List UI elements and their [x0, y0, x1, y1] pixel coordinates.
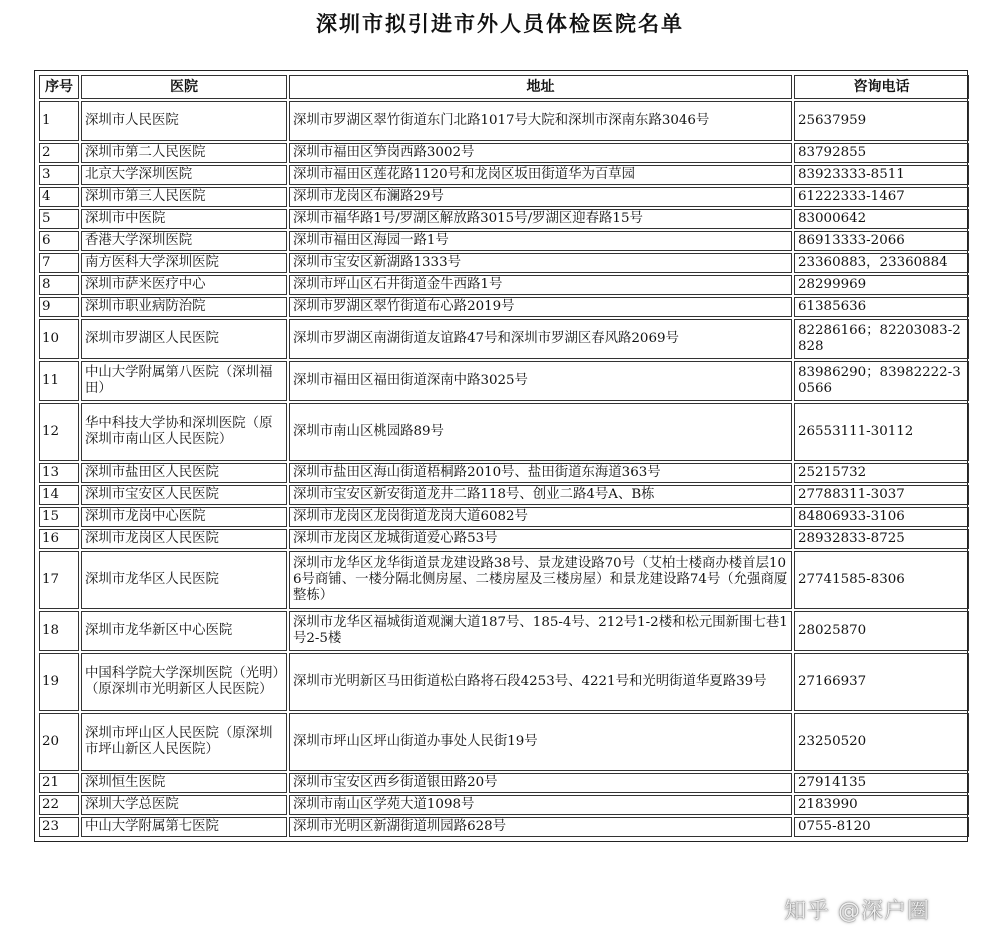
phone-cell: 83986290；83982222-30566 [794, 361, 969, 401]
phone-cell: 23360883，23360884 [794, 253, 969, 273]
phone-cell: 27166937 [794, 653, 969, 711]
address-cell: 深圳市龙华区福城街道观澜大道187号、185-4号、212号1-2楼和松元围新围七巷1号2-5楼 [289, 611, 792, 651]
row-number-cell: 5 [39, 209, 79, 229]
address-cell: 深圳市宝安区西乡街道银田路20号 [289, 773, 792, 793]
table-body [39, 101, 969, 837]
row-number-cell: 17 [39, 551, 79, 609]
address-cell: 深圳市龙华区龙华街道景龙建设路38号、景龙建设路70号（艾柏士楼商办楼首层106号商铺、一楼分隔北侧房屋、二楼房屋及三楼房屋）和景龙建设路74号（允强商厦整栋） [289, 551, 792, 609]
address-cell: 深圳市盐田区海山街道梧桐路2010号、盐田街道东海道363号 [289, 463, 792, 483]
hospital-name-cell: 中山大学附属第八医院（深圳福田） [81, 361, 287, 401]
address-cell: 深圳市福田区莲花路1120号和龙岗区坂田街道华为百草园 [289, 165, 792, 185]
address-cell: 深圳市罗湖区翠竹街道东门北路1017号大院和深圳市深南东路3046号 [289, 101, 792, 141]
table-row [39, 231, 969, 251]
row-number-cell: 10 [39, 319, 79, 359]
hospital-name-cell: 深圳市盐田区人民医院 [81, 463, 287, 483]
hospital-name-cell: 深圳市人民医院 [81, 101, 287, 141]
row-number-cell: 20 [39, 713, 79, 771]
phone-cell: 83792855 [794, 143, 969, 163]
row-number-cell: 2 [39, 143, 79, 163]
hospital-name-cell: 深圳大学总医院 [81, 795, 287, 815]
row-number-cell: 21 [39, 773, 79, 793]
address-cell: 深圳市罗湖区翠竹街道布心路2019号 [289, 297, 792, 317]
hospital-name-cell: 深圳市龙华新区中心医院 [81, 611, 287, 651]
phone-cell: 84806933-3106 [794, 507, 969, 527]
table-row [39, 209, 969, 229]
address-cell: 深圳市光明新区马田街道松白路将石段4253号、4221号和光明街道华夏路39号 [289, 653, 792, 711]
row-number-cell: 4 [39, 187, 79, 207]
address-cell: 深圳市龙岗区布澜路29号 [289, 187, 792, 207]
hospital-name-cell: 深圳市第三人民医院 [81, 187, 287, 207]
column-header-hospital: 医院 [81, 75, 287, 99]
address-cell: 深圳市光明区新湖街道圳园路628号 [289, 817, 792, 837]
row-number-cell: 15 [39, 507, 79, 527]
address-cell: 深圳市龙岗区龙城街道爱心路53号 [289, 529, 792, 549]
hospital-name-cell: 华中科技大学协和深圳医院（原深圳市南山区人民医院） [81, 403, 287, 461]
phone-cell: 28299969 [794, 275, 969, 295]
table-row [39, 143, 969, 163]
row-number-cell: 9 [39, 297, 79, 317]
address-cell: 深圳市宝安区新安街道龙井二路118号、创业二路4号A、B栋 [289, 485, 792, 505]
table-row [39, 101, 969, 141]
page-title: 深圳市拟引进市外人员体检医院名单 [316, 11, 684, 36]
address-cell: 深圳市罗湖区南湖街道友谊路47号和深圳市罗湖区春风路2069号 [289, 319, 792, 359]
phone-cell: 23250520 [794, 713, 969, 771]
phone-cell: 27741585-8306 [794, 551, 969, 609]
hospital-name-cell: 深圳恒生医院 [81, 773, 287, 793]
row-number-cell: 8 [39, 275, 79, 295]
hospital-name-cell: 深圳市龙华区人民医院 [81, 551, 287, 609]
table-row [39, 361, 969, 401]
phone-cell: 26553111-30112 [794, 403, 969, 461]
hospital-name-cell: 深圳市宝安区人民医院 [81, 485, 287, 505]
phone-cell: 83000642 [794, 209, 969, 229]
hospital-name-cell: 深圳市第二人民医院 [81, 143, 287, 163]
phone-cell: 2183990 [794, 795, 969, 815]
address-cell: 深圳市福田区福田街道深南中路3025号 [289, 361, 792, 401]
table-row [39, 795, 969, 815]
address-cell: 深圳市南山区桃园路89号 [289, 403, 792, 461]
column-header-address: 地址 [289, 75, 792, 99]
table-row [39, 463, 969, 483]
address-cell: 深圳市宝安区新湖路1333号 [289, 253, 792, 273]
table-row [39, 403, 969, 461]
hospital-name-cell: 深圳市龙岗中心医院 [81, 507, 287, 527]
phone-cell: 28932833-8725 [794, 529, 969, 549]
hospital-name-cell: 北京大学深圳医院 [81, 165, 287, 185]
column-header-no: 序号 [39, 75, 79, 99]
row-number-cell: 19 [39, 653, 79, 711]
address-cell: 深圳市福田区笋岗西路3002号 [289, 143, 792, 163]
hospital-name-cell: 中山大学附属第七医院 [81, 817, 287, 837]
phone-cell: 27914135 [794, 773, 969, 793]
phone-cell: 27788311-3037 [794, 485, 969, 505]
hospital-name-cell: 深圳市中医院 [81, 209, 287, 229]
table-row [39, 507, 969, 527]
table-row [39, 187, 969, 207]
phone-cell: 86913333-2066 [794, 231, 969, 251]
row-number-cell: 22 [39, 795, 79, 815]
table-header-row [39, 75, 969, 99]
hospital-table [37, 73, 971, 839]
table-row [39, 275, 969, 295]
hospital-name-cell: 南方医科大学深圳医院 [81, 253, 287, 273]
row-number-cell: 14 [39, 485, 79, 505]
phone-cell: 28025870 [794, 611, 969, 651]
column-header-phone: 咨询电话 [794, 75, 969, 99]
address-cell: 深圳市坪山区坪山街道办事处人民街19号 [289, 713, 792, 771]
address-cell: 深圳市龙岗区龙岗街道龙岗大道6082号 [289, 507, 792, 527]
hospital-name-cell: 深圳市罗湖区人民医院 [81, 319, 287, 359]
phone-cell: 61222333-1467 [794, 187, 969, 207]
row-number-cell: 11 [39, 361, 79, 401]
hospital-table-frame [34, 70, 968, 842]
row-number-cell: 7 [39, 253, 79, 273]
table-row [39, 319, 969, 359]
phone-cell: 83923333-8511 [794, 165, 969, 185]
hospital-name-cell: 深圳市职业病防治院 [81, 297, 287, 317]
phone-cell: 61385636 [794, 297, 969, 317]
phone-cell: 25637959 [794, 101, 969, 141]
hospital-name-cell: 中国科学院大学深圳医院（光明）（原深圳市光明新区人民医院） [81, 653, 287, 711]
row-number-cell: 3 [39, 165, 79, 185]
phone-cell: 82286166；82203083-2828 [794, 319, 969, 359]
table-row [39, 773, 969, 793]
row-number-cell: 13 [39, 463, 79, 483]
row-number-cell: 1 [39, 101, 79, 141]
table-row [39, 297, 969, 317]
hospital-name-cell: 深圳市龙岗区人民医院 [81, 529, 287, 549]
row-number-cell: 23 [39, 817, 79, 837]
row-number-cell: 6 [39, 231, 79, 251]
row-number-cell: 18 [39, 611, 79, 651]
hospital-name-cell: 深圳市坪山区人民医院（原深圳市坪山新区人民医院） [81, 713, 287, 771]
address-cell: 深圳市坪山区石井街道金牛西路1号 [289, 275, 792, 295]
phone-cell: 0755-8120 [794, 817, 969, 837]
table-row [39, 817, 969, 837]
hospital-name-cell: 深圳市萨米医疗中心 [81, 275, 287, 295]
phone-cell: 25215732 [794, 463, 969, 483]
table-row [39, 551, 969, 609]
address-cell: 深圳市福华路1号/罗湖区解放路3015号/罗湖区迎春路15号 [289, 209, 792, 229]
table-row [39, 165, 969, 185]
table-row [39, 653, 969, 711]
table-row [39, 713, 969, 771]
zhihu-watermark: 知乎 @深户圈 [784, 899, 930, 924]
row-number-cell: 12 [39, 403, 79, 461]
table-row [39, 529, 969, 549]
row-number-cell: 16 [39, 529, 79, 549]
hospital-name-cell: 香港大学深圳医院 [81, 231, 287, 251]
table-row [39, 253, 969, 273]
address-cell: 深圳市福田区海园一路1号 [289, 231, 792, 251]
table-row [39, 485, 969, 505]
address-cell: 深圳市南山区学苑大道1098号 [289, 795, 792, 815]
table-row [39, 611, 969, 651]
